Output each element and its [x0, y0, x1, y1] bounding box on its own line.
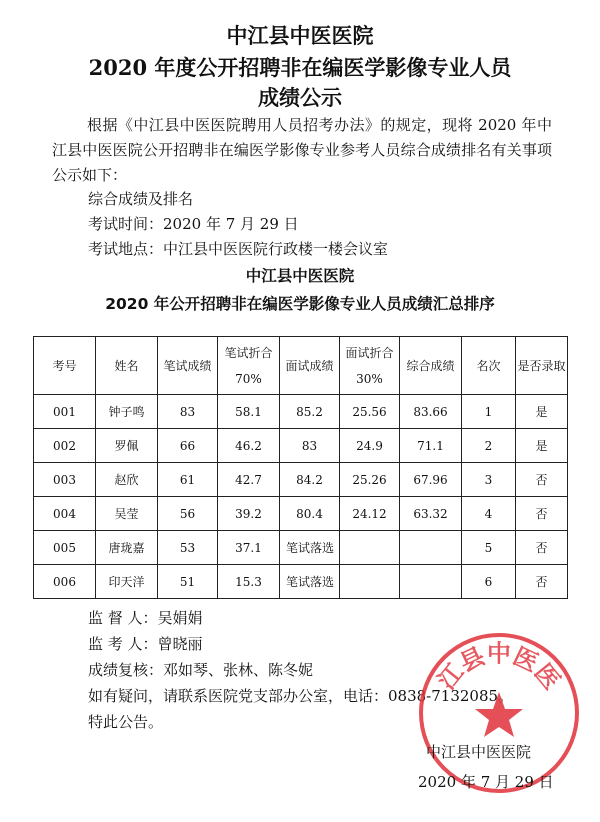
table-row [34, 395, 568, 429]
cell-rank: 4 [462, 497, 516, 531]
col-name: 姓名 [96, 337, 158, 395]
cell-interview-pct: 24.9 [340, 429, 400, 463]
cell-hired: 否 [516, 463, 568, 497]
table-title-2: 2020 年公开招聘非在编医学影像专业人员成绩汇总排序 [105, 295, 495, 313]
cell-written: 61 [158, 463, 218, 497]
cell-written: 83 [158, 395, 218, 429]
doc-title-line2: 2020 年度公开招聘非在编医学影像专业人员 [88, 55, 512, 80]
cell-interview: 85.2 [280, 395, 340, 429]
cell-written-pct: 37.1 [218, 531, 280, 565]
reviewer-line: 成绩复核：邓如琴、张林、陈冬妮 [88, 661, 314, 679]
cell-hired: 是 [516, 395, 568, 429]
doc-title-line1: 中江县中医医院 [226, 23, 374, 48]
sign-date: 2020 年 7 月 29 日 [418, 773, 554, 791]
cell-name: 吴莹 [96, 497, 158, 531]
seal-text: 江县中医医 [431, 638, 567, 695]
cell-interview-pct: 25.56 [340, 395, 400, 429]
cell-hired: 否 [516, 565, 568, 599]
table-row [34, 429, 568, 463]
cell-written: 56 [158, 497, 218, 531]
examiner-line: 监 考 人：曾晓丽 [88, 635, 203, 653]
col-rank: 名次 [462, 337, 516, 395]
section-label: 综合成绩及排名 [88, 190, 194, 208]
col-written: 笔试成绩 [158, 337, 218, 395]
cell-written-pct: 46.2 [218, 429, 280, 463]
cell-id: 003 [34, 463, 96, 497]
score-table [33, 336, 568, 599]
table-header-row [34, 337, 568, 395]
cell-written-pct: 15.3 [218, 565, 280, 599]
cell-written: 66 [158, 429, 218, 463]
cell-interview: 83 [280, 429, 340, 463]
cell-interview: 84.2 [280, 463, 340, 497]
cell-hired: 否 [516, 531, 568, 565]
cell-name: 钟子鸣 [96, 395, 158, 429]
col-total: 综合成绩 [400, 337, 462, 395]
table-row [34, 565, 568, 599]
col-hired: 是否录取 [516, 337, 568, 395]
cell-total: 83.66 [400, 395, 462, 429]
cell-hired: 是 [516, 429, 568, 463]
table-row [34, 497, 568, 531]
cell-rank: 3 [462, 463, 516, 497]
cell-name: 唐珑嘉 [96, 531, 158, 565]
intro-paragraph: 根据《中江县中医医院聘用人员招考办法》的规定，现将 2020 年中江县中医医院公开招聘非在编医学影像专业参考人员综合成绩排名有关事项公示如下： [52, 116, 552, 184]
exam-time: 考试时间：2020 年 7 月 29 日 [88, 215, 299, 233]
cell-interview: 80.4 [280, 497, 340, 531]
cell-interview-pct [340, 531, 400, 565]
cell-written-pct: 58.1 [218, 395, 280, 429]
supervisor-line: 监 督 人：吴娟娟 [88, 609, 203, 627]
cell-interview: 笔试落选 [280, 565, 340, 599]
cell-total: 67.96 [400, 463, 462, 497]
cell-rank: 2 [462, 429, 516, 463]
cell-total [400, 531, 462, 565]
cell-hired: 否 [516, 497, 568, 531]
cell-interview: 笔试落选 [280, 531, 340, 565]
cell-id: 002 [34, 429, 96, 463]
cell-interview-pct: 25.26 [340, 463, 400, 497]
closing-line: 特此公告。 [88, 713, 164, 731]
cell-id: 005 [34, 531, 96, 565]
svg-text:江县中医医 [432, 639, 567, 695]
cell-name: 赵欣 [96, 463, 158, 497]
cell-rank: 1 [462, 395, 516, 429]
cell-total: 71.1 [400, 429, 462, 463]
cell-written-pct: 39.2 [218, 497, 280, 531]
col-written-pct: 笔试折合 70% [218, 337, 280, 395]
signature: 中江县中医医院 [426, 743, 532, 761]
col-interview: 面试成绩 [280, 337, 340, 395]
col-interview-pct: 面试折合 30% [340, 337, 400, 395]
cell-written: 53 [158, 531, 218, 565]
exam-place: 考试地点：中江县中医医院行政楼一楼会议室 [88, 240, 389, 258]
doc-title-line3: 成绩公示 [258, 85, 342, 110]
cell-total [400, 565, 462, 599]
contact-line: 如有疑问，请联系医院党支部办公室，电话：0838-7132085。 [88, 687, 514, 705]
table-row [34, 531, 568, 565]
cell-name: 印天洋 [96, 565, 158, 599]
col-id: 考号 [34, 337, 96, 395]
cell-id: 001 [34, 395, 96, 429]
cell-name: 罗佩 [96, 429, 158, 463]
cell-rank: 5 [462, 531, 516, 565]
cell-written: 51 [158, 565, 218, 599]
cell-written-pct: 42.7 [218, 463, 280, 497]
cell-interview-pct: 24.12 [340, 497, 400, 531]
table-row [34, 463, 568, 497]
cell-id: 004 [34, 497, 96, 531]
table-title-1: 中江县中医医院 [245, 267, 355, 285]
cell-id: 006 [34, 565, 96, 599]
cell-total: 63.32 [400, 497, 462, 531]
cell-rank: 6 [462, 565, 516, 599]
cell-interview-pct [340, 565, 400, 599]
